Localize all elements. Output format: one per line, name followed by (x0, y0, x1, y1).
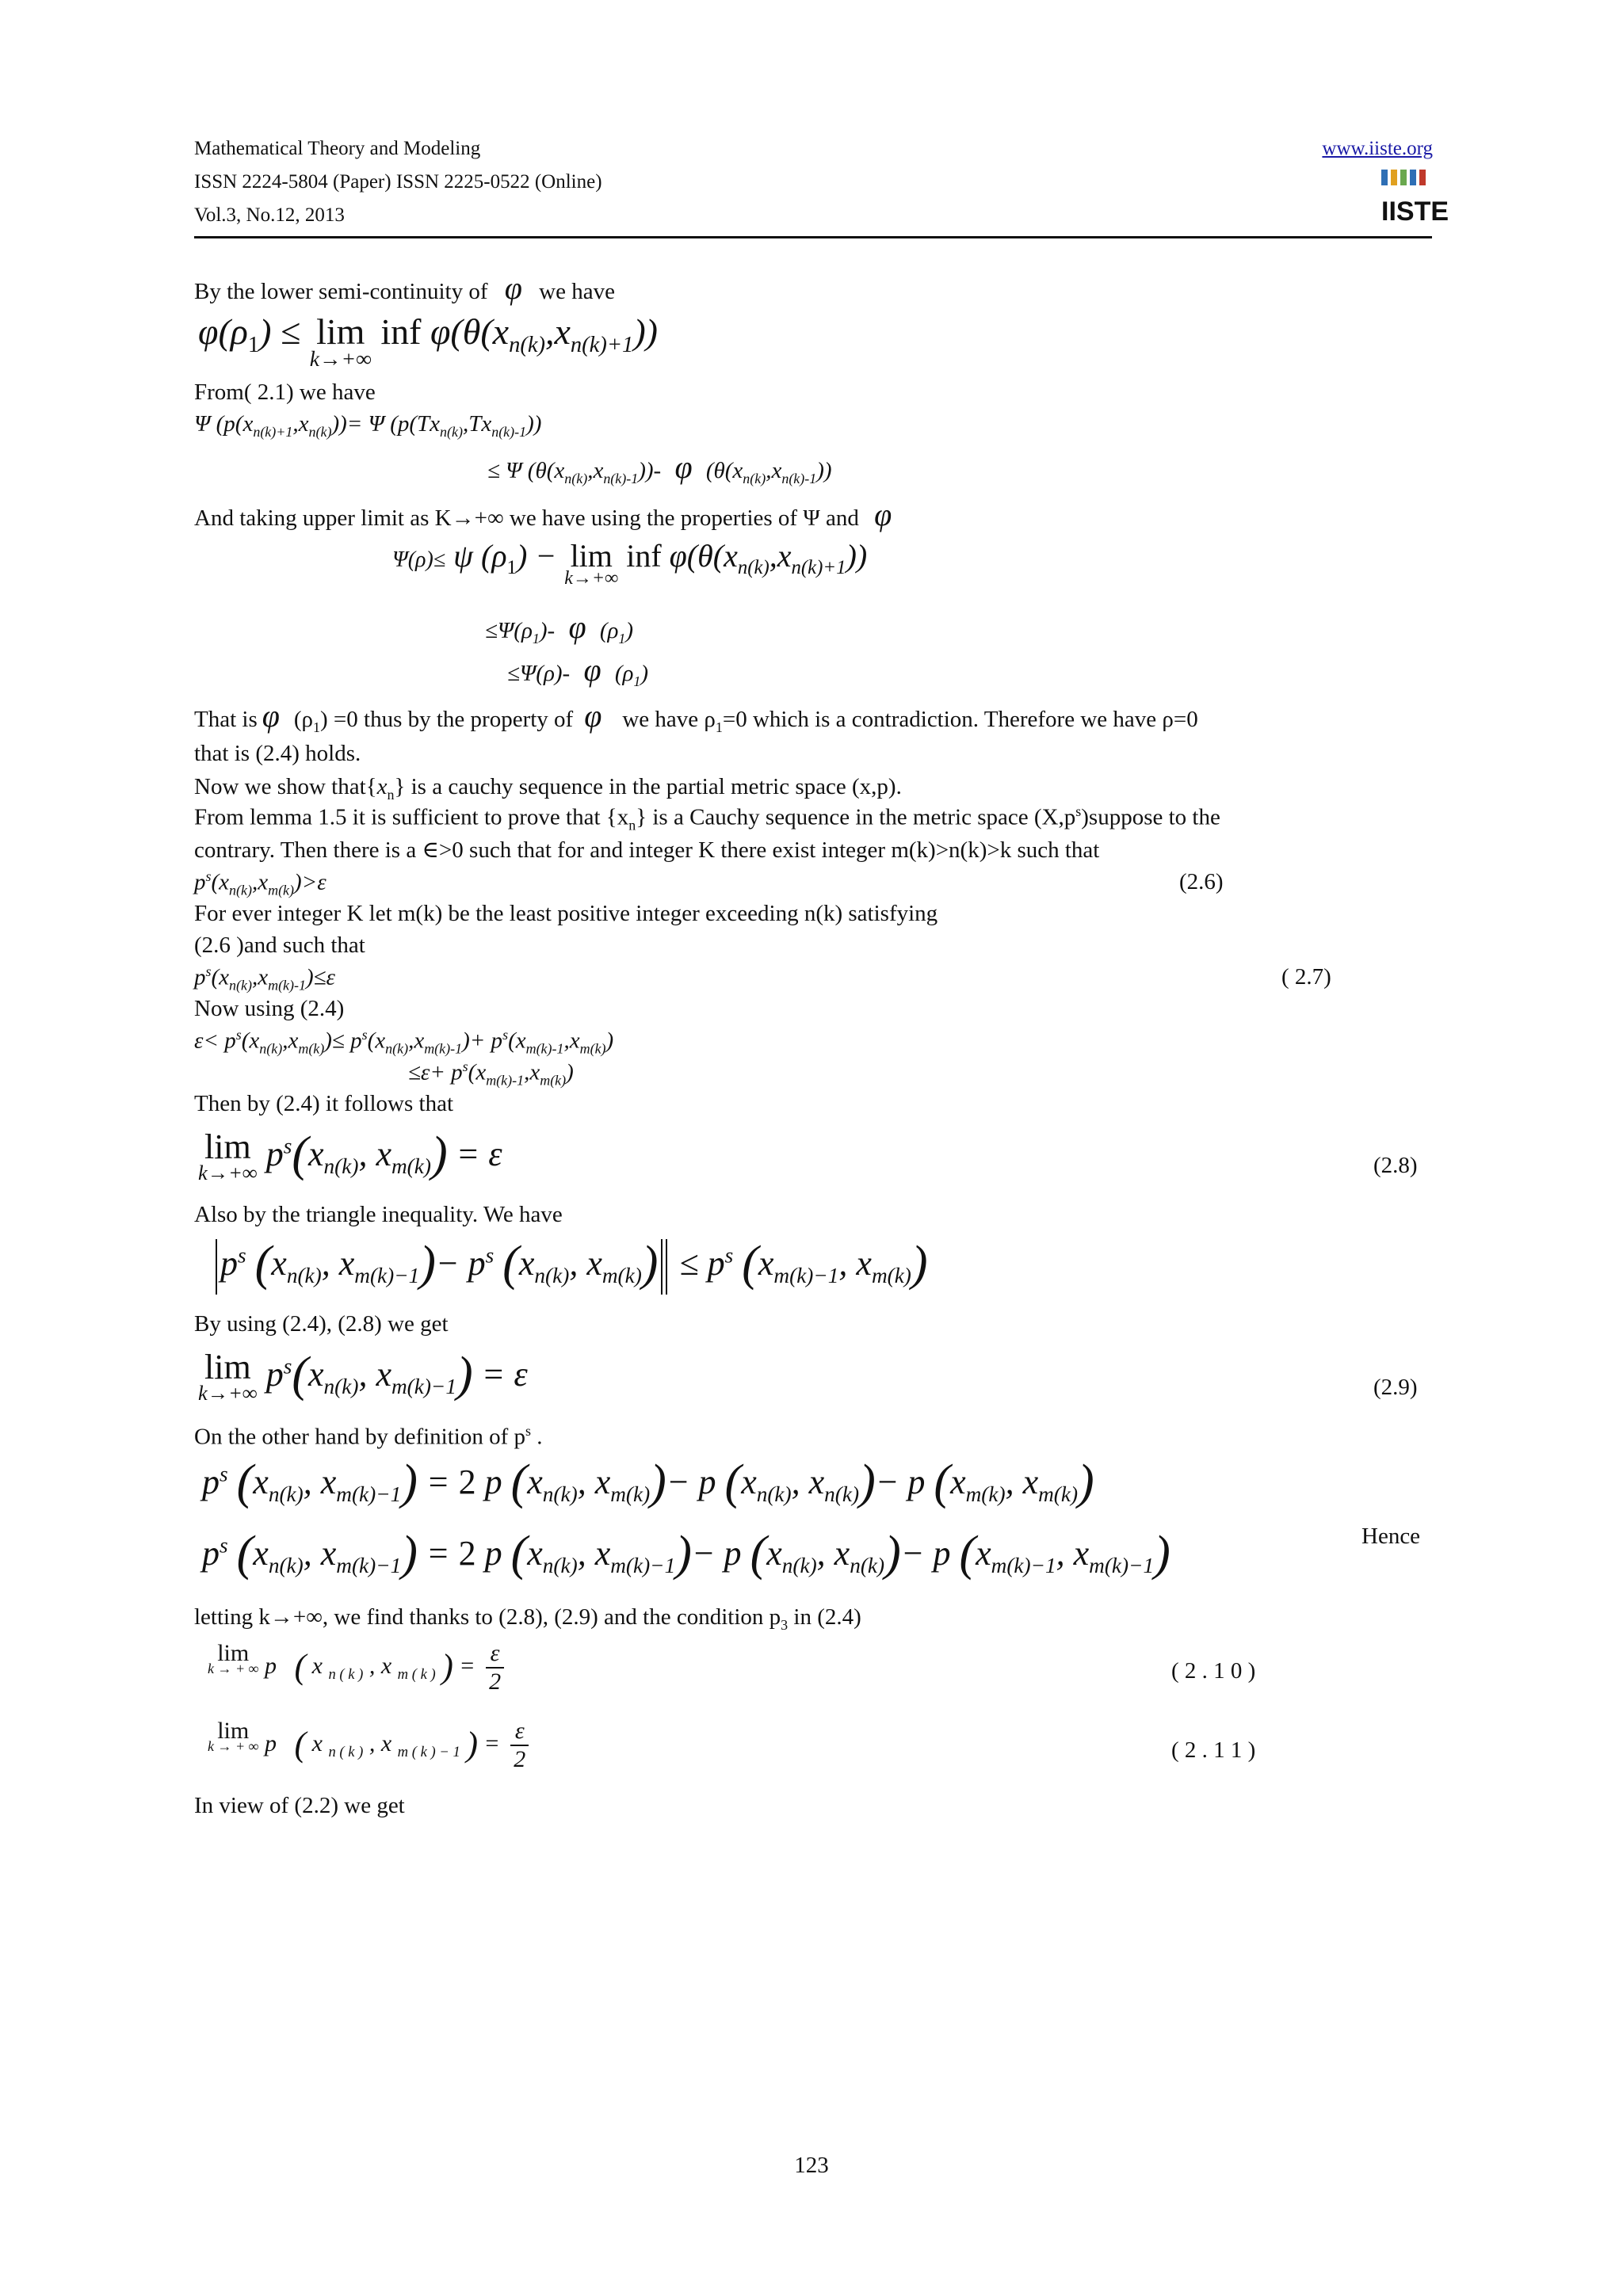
equation-number: ( 2 . 1 0 ) (1171, 1658, 1256, 1684)
text-line: By using (2.4), (2.8) we get (194, 1311, 449, 1337)
equation-ps-expansion: $p^s$ ($x_{n(k)}$, $x_{m(k)-1}) = 2$ p ($x_{n(k)}$, $x_{m(k)-1})- p$ ($x_{n(k)}$, $x_{n(k)})- p$ ($x_{m(k)-1}$, $x_{m(k)-1}$) (202, 1527, 1170, 1581)
equation-number: (2.8) (1373, 1153, 1418, 1178)
text-line: Then by (2.4) it follows that (194, 1091, 454, 1116)
text-line: From lemma 1.5 it is sufficient to prove that $\{x_n\}$ is a Cauchy sequence in the metric space $(X,p^s)suppose$ to the (194, 803, 1220, 833)
text-line: letting k→+∞, we find thanks to (2.8), (2.9) and the condition $p_3$ in (2.4) (194, 1604, 861, 1633)
text-line: In view of (2.2) we get (194, 1793, 405, 1818)
issn-line: ISSN 2224-5804 (Paper) ISSN 2225-0522 (Online) (194, 171, 602, 193)
equation-number: (2.6) (1179, 869, 1224, 894)
equation-2-9: lim k→+∞ $p^s(x_{n(k)}$, $x_{m(k)-1}) = \varepsilon$ (198, 1348, 528, 1405)
equation-2-8: lim k→+∞ $p^s(x_{n(k)}$, $x_{m(k)}) = \varepsilon$ (198, 1127, 502, 1184)
equation-number: ( 2 . 1 1 ) (1171, 1737, 1256, 1763)
text-line: On the other hand by definition of $p^s$ . (194, 1423, 543, 1450)
text-line: that is (2.4) holds. (194, 741, 361, 766)
equation-psi-rho1: $\le\Psi(\rho_1)-$ φ $(\rho_1)$ (485, 609, 634, 646)
text-line: That is φ $(\rho_1) =0$ thus by the property of φ we have $\rho_1=0$ which is a contradiction. Therefore we have ρ=0 (194, 698, 1198, 735)
equation-psi-line: Ψ $(p(x_{n(k)+1},x_{n(k)}))= \Psi$ $(p(Tx_{n(k)},Tx_{n(k)-1}))$ (194, 411, 542, 440)
text-line: Now we show $that\{x_n\}$ is a cauchy sequence in the partial metric space (x,p). (194, 774, 902, 803)
text-line: By the lower semi-continuity of φ we have (194, 270, 615, 306)
text-line: And taking upper limit as K→+∞ we have using the properties of Ψ and φ (194, 497, 892, 532)
equation-triangle: $p^s$ ($x_{n(k)}$, $x_{m(k)-1})- p^s$ ($x_{n(k)}$, $x_{m(k)}) \le p^s$ ($x_{m(k)-1}$, $x_{m(k)}$) (212, 1236, 928, 1295)
website-link[interactable]: www.iiste.org (1322, 138, 1433, 159)
equation-number: (2.9) (1373, 1375, 1418, 1400)
equation-2-11: lim k → + ∞ p ( x $_{n ( k )}$ , x $_{m ( k ) - 1}$ ) = $\frac{\varepsilon}{2}$ (208, 1718, 533, 1773)
text-line: For ever integer K let m(k) be the least positive integer exceeding n(k) satisfying (194, 901, 938, 926)
equation-2-6: $p^s(x_{n(k)},x_{m(k)})>\varepsilon$ (194, 868, 327, 898)
equation-2-10: lim k → + ∞ p ( x $_{n ( k )}$ , x $_{m ( k )}$ ) = $\frac{\varepsilon}{2}$ (208, 1640, 509, 1695)
header-rule (194, 236, 1432, 238)
text-line: (2.6 )and such that (194, 933, 365, 958)
text-line: Now using (2.4) (194, 996, 345, 1021)
equation-epsilon-chain: $\varepsilon< p^s(x_{n(k)},x_{m(k)})\le p^s(x_{n(k)},x_{m(k)-1})+ p^s(x_{m(k)-1},x_{m(k)})$ (194, 1027, 614, 1057)
equation-lower-semicontinuity: $\varphi(\rho_1) \le \lim$ k→+∞ inf $\varphi(\theta(x_{n(k)},x_{n(k)+1}))$ (198, 311, 658, 371)
equation-2-7: $p^s(x_{n(k)},x_{m(k)-1})\le\varepsilon$ (194, 963, 335, 994)
text-line: contrary. Then there is a ∈>0 such that for and integer K there exist integer m(k)>n(k)>k such that (194, 837, 1100, 863)
iiste-logo (1380, 168, 1449, 227)
volume-line: Vol.3, No.12, 2013 (194, 204, 345, 226)
text-line: Also by the triangle inequality. We have (194, 1202, 563, 1227)
logo-text: IISTE (1381, 196, 1449, 227)
equation-psi-bound: ≤ Ψ $(\theta(x_{n(k)},x_{n(k)-1}))-$ φ $(\theta(x_{n(k)},x_{n(k)-1}))$ (487, 449, 832, 486)
equation-psi-rho: Ψ(ρ)≤ ψ $(\rho_1) - \lim$ k→+∞ inf $\varphi(\theta(x_{n(k)},x_{n(k)+1}))$ (392, 538, 868, 589)
text-line: From( 2.1) we have (194, 379, 376, 405)
equation-epsilon-bound: $\le\varepsilon+ p^s(x_{m(k)-1},x_{m(k)})$ (408, 1058, 574, 1089)
equation-psi-rho-2: ≤Ψ(ρ)- φ $(\rho_1)$ (507, 652, 649, 689)
equation-number: ( 2.7) (1281, 964, 1331, 990)
text-line: Hence (1361, 1524, 1421, 1549)
equation-ps-definition: $p^s$ ($x_{n(k)}$, $x_{m(k)-1}) = 2$ p ($x_{n(k)}$, $x_{m(k)})- p$ ($x_{n(k)}$, $x_{n(k)})- p$ ($x_{m(k)}$, $x_{m(k)}$) (202, 1455, 1094, 1509)
journal-title: Mathematical Theory and Modeling (194, 138, 481, 159)
page-number: 123 (794, 2153, 829, 2178)
